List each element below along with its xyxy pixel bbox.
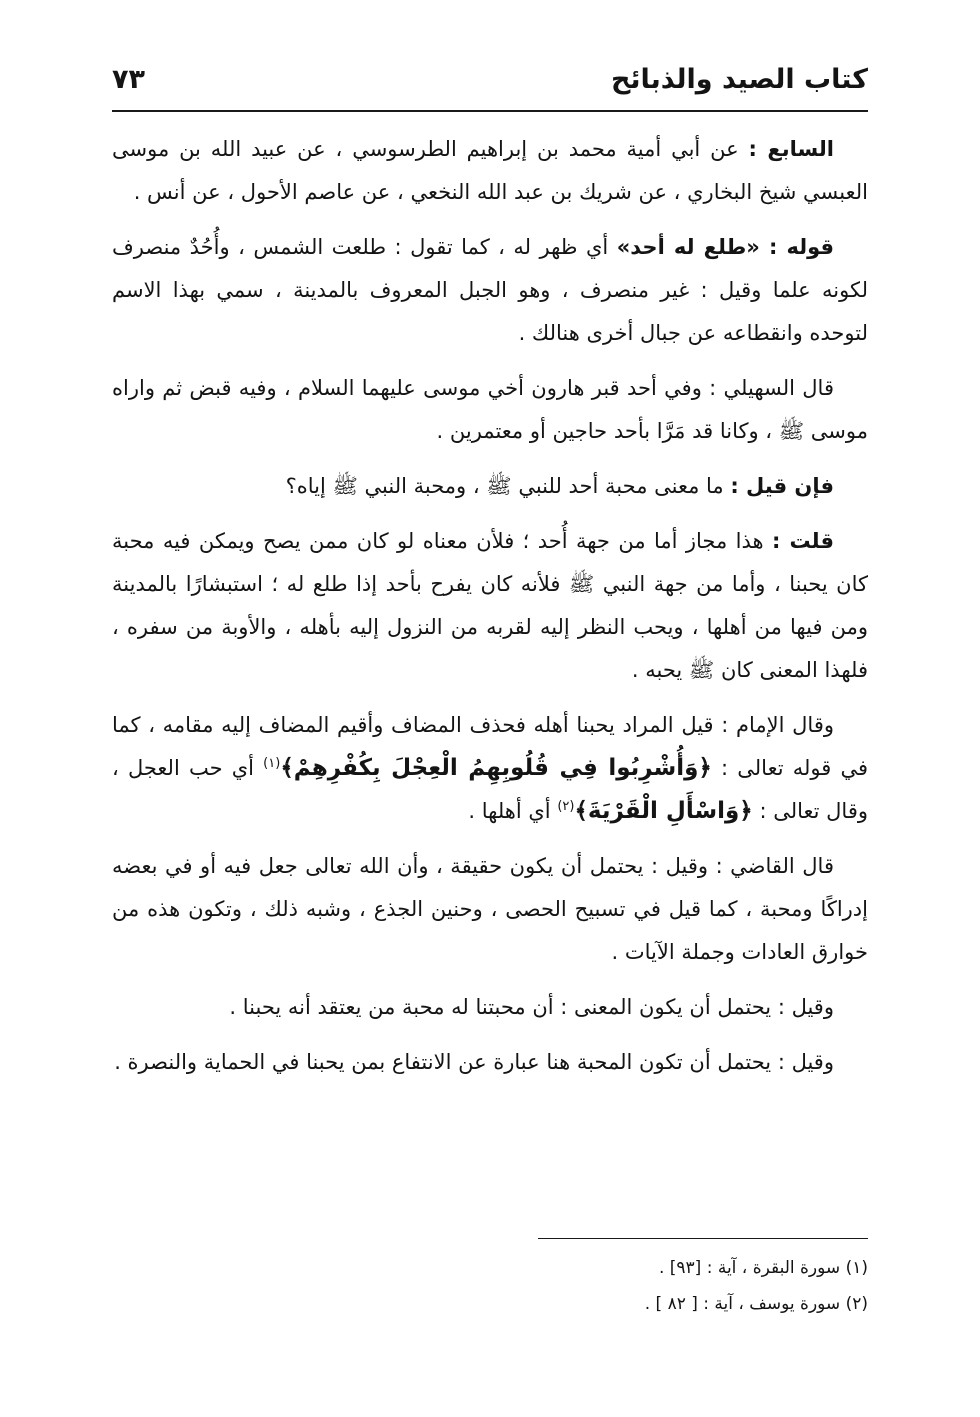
paragraph-suhayli [112, 367, 868, 453]
paragraph-qadi [112, 845, 868, 974]
footnote-ref: (٢) [557, 799, 575, 814]
paragraph-text: وقيل : يحتمل أن يكون المعنى : أن محبتنا له محبة من يعتقد أنه يحبنا . [229, 995, 834, 1019]
body-text [112, 128, 868, 1096]
header-rule [112, 110, 868, 112]
footnotes [112, 1250, 868, 1322]
paragraph-lead: فإن قيل : [730, 474, 834, 498]
paragraph-benefit-meaning [112, 1041, 868, 1084]
page-number: ٧٣ [112, 64, 145, 95]
paragraph-imam [112, 704, 868, 833]
page-header [112, 58, 868, 104]
paragraph-lead: قوله : «طلع له أحد» [616, 235, 835, 259]
paragraph-text: هذا مجاز أما من جهة أُحد ؛ فلأن معناه لو كان ممن يصح ويمكن فيه محبة كان يحبنا ، وأما من جهة النبي ﷺ فلأنه كان يفرح بأحد إذا طلع له ؛ استبشارًا بالمدينة ومن فيها من أهلها ، ويحب النظر إليه لقربه من النزول إليه بأهله ، والأوبة من سفره ، فلهذا المعنى كان ﷺ يحبه . [112, 529, 868, 682]
paragraph-lead: السابع : [748, 137, 835, 161]
paragraph-uhud-meaning [112, 226, 868, 355]
paragraph-question [112, 465, 868, 508]
paragraph-alt-meaning [112, 986, 868, 1029]
paragraph-seventh-chain [112, 128, 868, 214]
paragraph-text: قال السهيلي : وفي أحد قبر هارون أخي موسى عليهما السلام ، وفيه قبض ثم واراه موسى ﷺ ، وكانا قد مَرَّا بأحد حاجين أو معتمرين . [112, 376, 868, 443]
paragraph-text: عن أبي أمية محمد بن إبراهيم الطرسوسي ، عن عبيد الله بن موسى العبسي شيخ البخاري ، عن شريك بن عبد الله النخعي ، عن عاصم الأحول ، عن أنس . [112, 137, 868, 204]
footnote-ref: (١) [263, 756, 281, 771]
paragraph-text: وقيل : يحتمل أن تكون المحبة هنا عبارة عن الانتفاع بمن يحبنا في الحماية والنصرة . [114, 1050, 834, 1074]
paragraph-text: أي أهلها . [468, 799, 558, 823]
quran-verse: ﴿وَأُشْرِبُوا فِي قُلُوبِهِمُ الْعِجْلَ بِكُفْرِهِمْ﴾ [280, 755, 712, 781]
paragraph-text: وقال الإمام : قيل المراد يحبنا أهله فحذف المضاف وأقيم المضاف إليه مقامه ، كما في قوله تعالى : [112, 713, 868, 780]
paragraph-text: أي حب العجل ، وقال تعالى : [112, 756, 868, 823]
paragraph-text: قال القاضي : وقيل : يحتمل أن يكون حقيقة ، وأن الله تعالى جعل فيه أو في بعضه إدراكًا ومحبة ، كما قيل في تسبيح الحصى ، وحنين الجذع ، وشبه ذلك ، وتكون هذه من خوارق العادات وجملة الآيات . [112, 854, 868, 964]
footnote: (٢) سورة يوسف ، آية : [ ٨٢ ] . [644, 1294, 868, 1314]
footnote-rule [538, 1238, 868, 1239]
paragraph-text: ما معنى محبة أحد للنبي ﷺ ، ومحبة النبي ﷺ إياه؟ [285, 474, 731, 498]
paragraph-answer [112, 520, 868, 692]
footnote: (١) سورة البقرة ، آية : [٩٣] . [658, 1258, 868, 1278]
paragraph-lead: قلت : [772, 529, 835, 553]
paragraph-text: أي ظهر له ، كما تقول : طلعت الشمس ، وأُحُدٌ منصرف لكونه علما وقيل : غير منصرف ، وهو الجبل المعروف بالمدينة ، سمي بهذا الاسم لتوحده وانقطاعه عن جبال أخرى هنالك . [112, 235, 868, 345]
running-title: كتاب الصيد والذبائح [610, 64, 868, 95]
quran-verse: ﴿وَاسْأَلِ الْقَرْيَةَ﴾ [574, 798, 753, 824]
